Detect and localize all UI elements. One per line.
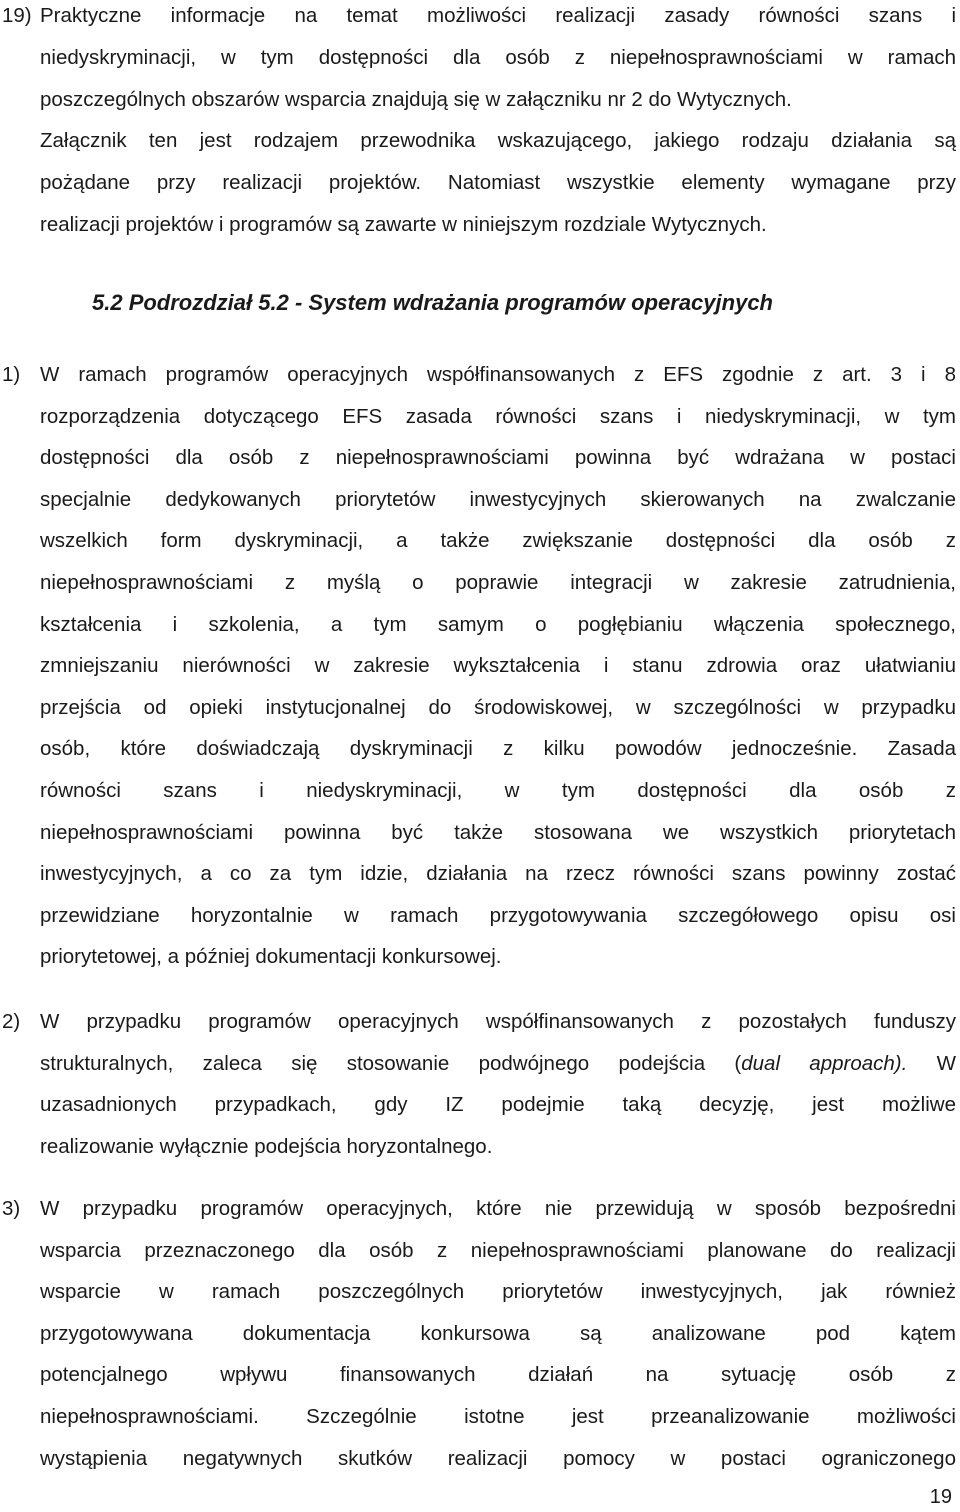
paragraph-line: rozporządzenia dotyczącego EFS zasada równości szans i niedyskryminacji, w tym — [40, 404, 956, 428]
paragraph-line: realizacji projektów i programów są zawarte w niniejszym rozdziale Wytycznych. — [40, 212, 767, 236]
list-number: 1) — [2, 363, 21, 386]
paragraph-line: W przypadku programów operacyjnych współfinansowanych z pozostałych funduszy — [40, 1010, 956, 1033]
paragraph-line: niepełnosprawnościami. Szczególnie istotne jest przeanalizowanie możliwości — [40, 1404, 956, 1428]
text-run: strukturalnych, zaleca się stosowanie podwójnego podejścia ( — [40, 1051, 742, 1075]
paragraph-line: kształcenia i szkolenia, a tym samym o pogłębianiu włączenia społecznego, — [40, 612, 956, 636]
list-item-19 — [0, 0, 956, 246]
paragraph-line: Załącznik ten jest rodzajem przewodnika wskazującego, jakiego rodzaju działania są — [40, 129, 956, 153]
paragraph-line: inwestycyjnych, a co za tym idzie, działania na rzecz równości szans powinny zostać — [40, 862, 956, 886]
paragraph-line: potencjalnego wpływu finansowanych działań na sytuację osób z — [40, 1363, 956, 1387]
paragraph-line: priorytetowej, a później dokumentacji konkursowej. — [40, 945, 502, 969]
paragraph-line: specjalnie dedykowanych priorytetów inwestycyjnych skierowanych na zwalczanie — [40, 487, 956, 511]
paragraph-line: wszelkich form dyskryminacji, a także zwiększanie dostępności dla osób z — [40, 529, 956, 553]
paragraph-line: uzasadnionych przypadkach, gdy IZ podejmie taką decyzję, jest możliwe — [40, 1093, 956, 1117]
paragraph-line: przewidziane horyzontalnie w ramach przygotowywania szczegółowego opisu osi — [40, 903, 956, 927]
page-number: 19 — [929, 1486, 952, 1508]
text-run: W — [907, 1051, 956, 1075]
list-item-1 — [0, 354, 956, 978]
paragraph-line: wsparcia przeznaczonego dla osób z niepełnosprawnościami planowane do realizacji — [40, 1238, 956, 1262]
paragraph-line: W ramach programów operacyjnych współfinansowanych z EFS zgodnie z art. 3 i 8 — [40, 363, 956, 386]
list-number: 3) — [2, 1197, 21, 1220]
paragraph-line: dostępności dla osób z niepełnosprawnościami powinna być wdrażana w postaci — [40, 446, 956, 470]
paragraph-line: Praktyczne informacje na temat możliwości realizacji zasady równości szans i — [40, 4, 956, 27]
paragraph-line: niedyskryminacji, w tym dostępności dla osób z niepełnosprawnościami w ramach — [40, 45, 956, 69]
list-number: 19) — [2, 4, 32, 27]
list-item-2 — [0, 1001, 956, 1167]
italic-term: dual approach). — [741, 1051, 908, 1075]
section-heading: 5.2 Podrozdział 5.2 - System wdrażania programów operacyjnych — [92, 290, 773, 315]
paragraph-line: wystąpienia negatywnych skutków realizacji pomocy w postaci ograniczonego — [40, 1446, 956, 1470]
paragraph-line: przygotowywana dokumentacja konkursowa są analizowane pod kątem — [40, 1321, 956, 1345]
paragraph-line: zmniejszaniu nierówności w zakresie wykształcenia i stanu zdrowia oraz ułatwianiu — [40, 654, 956, 678]
paragraph-line: wsparcie w ramach poszczególnych priorytetów inwestycyjnych, jak również — [40, 1280, 956, 1304]
paragraph-line: realizowanie wyłącznie podejścia horyzontalnego. — [40, 1134, 493, 1158]
list-number: 2) — [2, 1010, 21, 1033]
paragraph-line: poszczególnych obszarów wsparcia znajdują się w załączniku nr 2 do Wytycznych. — [40, 87, 792, 111]
paragraph-line: niepełnosprawnościami powinna być także stosowana we wszystkich priorytetach — [40, 820, 956, 844]
paragraph-line: W przypadku programów operacyjnych, które nie przewidują w sposób bezpośredni — [40, 1197, 956, 1220]
paragraph-line: równości szans i niedyskryminacji, w tym dostępności dla osób z — [40, 778, 956, 802]
paragraph-line: przejścia od opieki instytucjonalnej do środowiskowej, w szczególności w przypadku — [40, 695, 956, 719]
list-item-3 — [0, 1188, 956, 1479]
paragraph-line: osób, które doświadczają dyskryminacji z kilku powodów jednocześnie. Zasada — [40, 737, 956, 761]
paragraph-line: pożądane przy realizacji projektów. Natomiast wszystkie elementy wymagane przy — [40, 171, 956, 195]
paragraph-line: niepełnosprawnościami z myślą o poprawie integracji w zakresie zatrudnienia, — [40, 570, 956, 594]
paragraph-line — [0, 1043, 956, 1085]
